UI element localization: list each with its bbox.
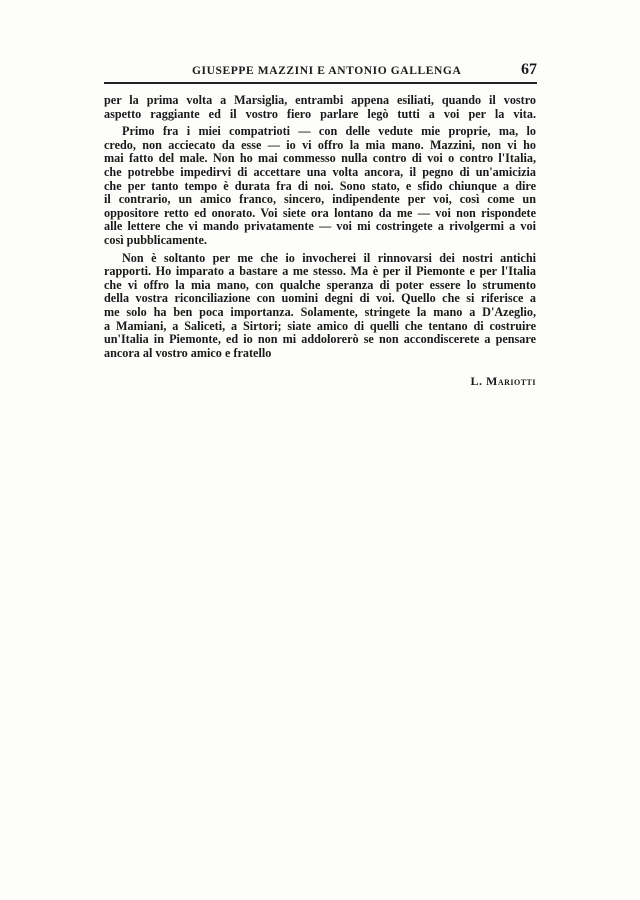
text-line: che potrebbe impedirvi di accettare una volta ancora, il pegno di un'amicizia [104,164,536,179]
text-line: ancora al vostro amico e fratello [104,345,272,360]
text-line: rapporti. Ho imparato a bastare a me stesso. Ma è per il Piemonte e per l'Italia [104,264,536,279]
running-header [104,62,537,82]
text-line: oppositore retto ed onorato. Voi siete ora lontano da me — voi non rispondete [104,205,536,220]
signature: L. Mariotti [470,374,536,388]
text-line: Primo fra i miei compatrioti — con delle vedute mie proprie, ma, lo [122,124,536,139]
letter-body [104,94,536,364]
page-number: 67 [521,61,537,78]
running-title: GIUSEPPE MAZZINI E ANTONIO GALLENGA [192,65,462,77]
header-rule [104,82,537,84]
text-line: mai fatto del male. Non ho mai commesso nulla contro di voi o contro l'Italia, [104,151,536,166]
text-line: me solo ha ben poca importanza. Solamente, stringete la mano a D'Azeglio, [104,304,536,319]
text-line: il contrario, un amico franco, sincero, indipendente per voi, così come un [104,192,536,207]
text-line: alle lettere che vi mando privatamente — voi mi costringete a rivolgermi a voi [104,219,536,234]
paragraph [104,94,536,121]
text-line: un'Italia in Piemonte, ed io non mi addolorerò se non accondiscerete a pensare [104,332,536,347]
paragraph [104,125,536,247]
text-line: credo, non acciecato da esse — io vi offro la mia mano. Mazzini, non vi ho [104,137,536,152]
text-line: aspetto raggiante ed il vostro fiero parlare legò tutti a voi per la vita. [104,106,536,121]
paragraph [104,252,536,361]
text-line: che vi offro la mia mano, con qualche speranza di poter essere lo strumento [104,277,536,292]
text-line: per la prima volta a Marsiglia, entrambi appena esiliati, quando il vostro [104,93,536,107]
text-line: a Mamiani, a Saliceti, a Sirtori; siate amico di quelli che tentano di costruire [104,318,536,333]
text-line: che per tanto tempo è durata fra di noi. Sono stato, e sfido chiunque a dire [104,178,536,193]
text-line: Non è soltanto per me che io invocherei il rinnovarsi dei nostri antichi [122,250,536,265]
text-line: della vostra riconciliazione con uomini degni di voi. Quello che si riferisce a [104,291,536,306]
text-line: così pubblicamente. [104,232,207,247]
